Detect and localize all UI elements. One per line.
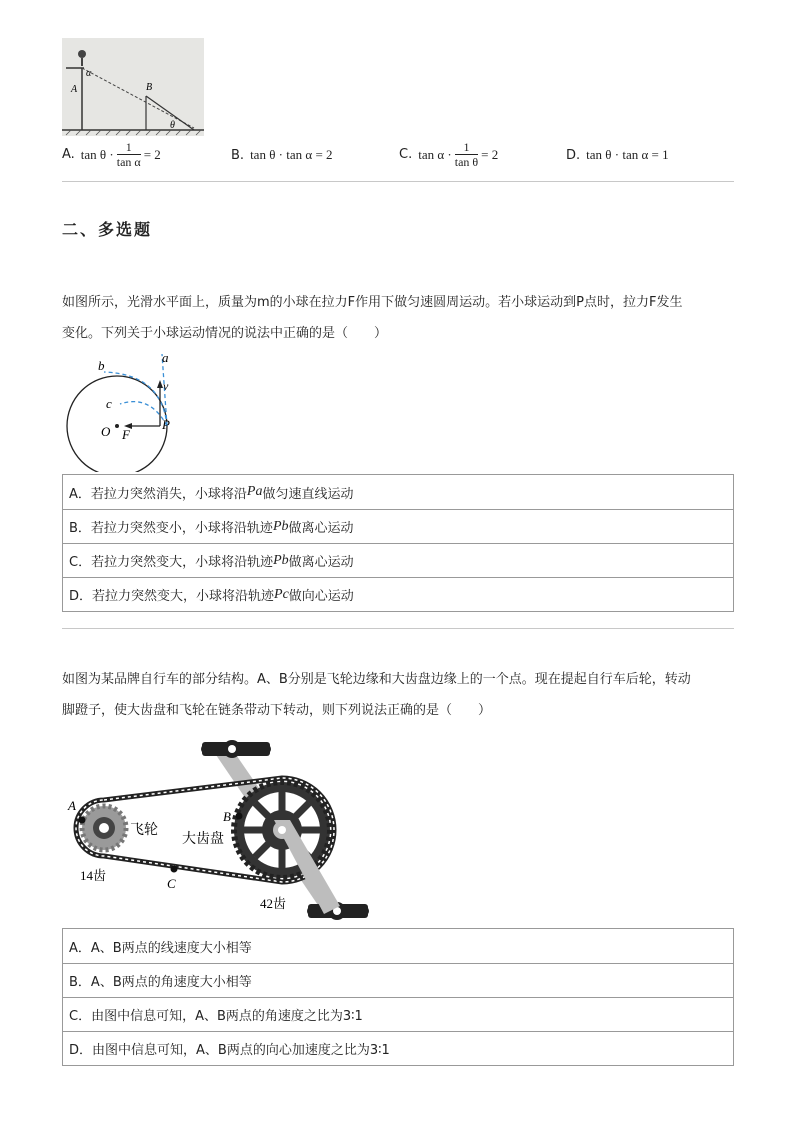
label-teeth-small: 14齿 bbox=[80, 868, 107, 883]
divider bbox=[62, 628, 734, 629]
q1-stem-line2: 变化。下列关于小球运动情况的说法中正确的是（ ） bbox=[62, 326, 388, 341]
q2-stem-line2: 脚蹬子，使大齿盘和飞轮在链条带动下转动，则下列说法正确的是（ ） bbox=[62, 703, 492, 718]
label-a: A bbox=[71, 84, 78, 95]
label-b: B bbox=[223, 809, 231, 824]
label-a: a bbox=[162, 350, 169, 365]
option-text: 若拉力突然消失，小球将沿 bbox=[90, 486, 247, 502]
option-letter: A． bbox=[69, 940, 91, 956]
option-letter: C. bbox=[399, 147, 413, 162]
option-letter: D． bbox=[69, 1043, 93, 1058]
option-letter: D. bbox=[566, 147, 581, 163]
label-c: C bbox=[167, 876, 176, 891]
option-path: Pb bbox=[272, 518, 289, 534]
q1-option-c[interactable] bbox=[63, 543, 733, 577]
option-expr-pre: tan α · bbox=[418, 146, 452, 162]
label-p: P bbox=[162, 417, 170, 432]
option-expr-pre: tan θ · bbox=[80, 146, 114, 162]
option-letter: B. bbox=[231, 147, 245, 163]
q1-options-table bbox=[62, 474, 734, 612]
option-b[interactable] bbox=[231, 147, 333, 163]
label-alpha: α bbox=[86, 68, 92, 79]
q2-stem bbox=[62, 664, 734, 726]
q1-option-b[interactable] bbox=[63, 509, 733, 543]
option-text-after: 做匀速直线运动 bbox=[262, 486, 354, 502]
label-flywheel: 飞轮 bbox=[130, 823, 158, 838]
option-text: 由图中信息可知，A、B两点的向心加速度之比为3∶1 bbox=[92, 1043, 390, 1058]
q1-option-a[interactable] bbox=[63, 475, 733, 509]
section-title: 二、多选题 bbox=[62, 220, 153, 239]
option-letter: B． bbox=[69, 975, 91, 990]
option-letter: D． bbox=[69, 589, 93, 604]
option-letter: A． bbox=[69, 486, 91, 502]
q2-option-b[interactable] bbox=[63, 963, 733, 997]
option-expr: tan θ · tan α = 2 bbox=[250, 147, 333, 162]
label-a: A bbox=[68, 798, 76, 813]
option-letter: C． bbox=[69, 555, 92, 570]
option-expr: tan θ · tan α = 1 bbox=[586, 147, 669, 162]
label-f: F bbox=[122, 427, 130, 442]
q2-options-table bbox=[62, 928, 734, 1066]
option-text: A、B两点的线速度大小相等 bbox=[90, 940, 252, 956]
divider bbox=[62, 181, 734, 182]
option-letter: B． bbox=[69, 521, 91, 536]
label-b: b bbox=[98, 358, 105, 373]
bicycle-gear-figure bbox=[62, 738, 372, 924]
q1-stem bbox=[62, 287, 734, 349]
point-c bbox=[171, 866, 178, 873]
option-text: 由图中信息可知，A、B两点的角速度之比为3∶1 bbox=[91, 1009, 363, 1024]
q2-option-c[interactable] bbox=[63, 997, 733, 1031]
option-text: 若拉力突然变小，小球将沿轨迹 bbox=[90, 521, 273, 536]
q1-stem-line1: 如图所示，光滑水平面上，质量为m的小球在拉力F作用下做匀速圆周运动。若小球运动到P点时，拉力F发生 bbox=[62, 295, 683, 310]
option-text: A、B两点的角速度大小相等 bbox=[90, 975, 252, 990]
label-v: v bbox=[163, 379, 169, 393]
fraction: $\frac{1}{\text{tan α}}$ bbox=[116, 140, 141, 169]
option-letter: C． bbox=[69, 1009, 92, 1024]
point-a bbox=[79, 817, 86, 824]
option-text: 若拉力突然变大，小球将沿轨迹 bbox=[91, 555, 274, 570]
option-text-after: 做离心运动 bbox=[288, 555, 354, 570]
q2-option-d[interactable] bbox=[63, 1031, 733, 1065]
label-theta: θ bbox=[170, 120, 175, 131]
option-path: Pc bbox=[274, 586, 289, 602]
option-path: Pa bbox=[246, 484, 263, 499]
option-expr-post: = 2 bbox=[481, 146, 499, 162]
label-teeth-big: 42齿 bbox=[260, 896, 287, 911]
q1-option-d[interactable] bbox=[63, 577, 733, 611]
label-c: c bbox=[106, 396, 112, 411]
label-b: B bbox=[146, 82, 153, 93]
option-letter: A. bbox=[62, 147, 75, 162]
point-b bbox=[236, 813, 243, 820]
option-path: Pb bbox=[273, 552, 289, 568]
option-expr-post: = 2 bbox=[143, 146, 161, 162]
option-c[interactable] bbox=[399, 140, 498, 169]
label-chainring: 大齿盘 bbox=[182, 832, 224, 847]
label-o: O bbox=[101, 424, 111, 439]
q2-stem-line1: 如图为某品牌自行车的部分结构。A、B分别是飞轮边缘和大齿盘边缘上的一个点。现在提起自行车后轮，转动 bbox=[62, 672, 691, 687]
incline-figure bbox=[62, 38, 204, 136]
q2-option-a[interactable] bbox=[63, 929, 733, 963]
option-text-after: 做离心运动 bbox=[288, 521, 354, 536]
circle-motion-figure bbox=[62, 350, 182, 472]
option-text: 若拉力突然变大，小球将沿轨迹 bbox=[92, 589, 275, 604]
fraction: $\frac{1}{\text{tan θ}}$ bbox=[454, 140, 479, 169]
option-d[interactable] bbox=[566, 147, 669, 163]
option-text-after: 做向心运动 bbox=[288, 589, 354, 604]
option-a[interactable] bbox=[62, 140, 161, 169]
